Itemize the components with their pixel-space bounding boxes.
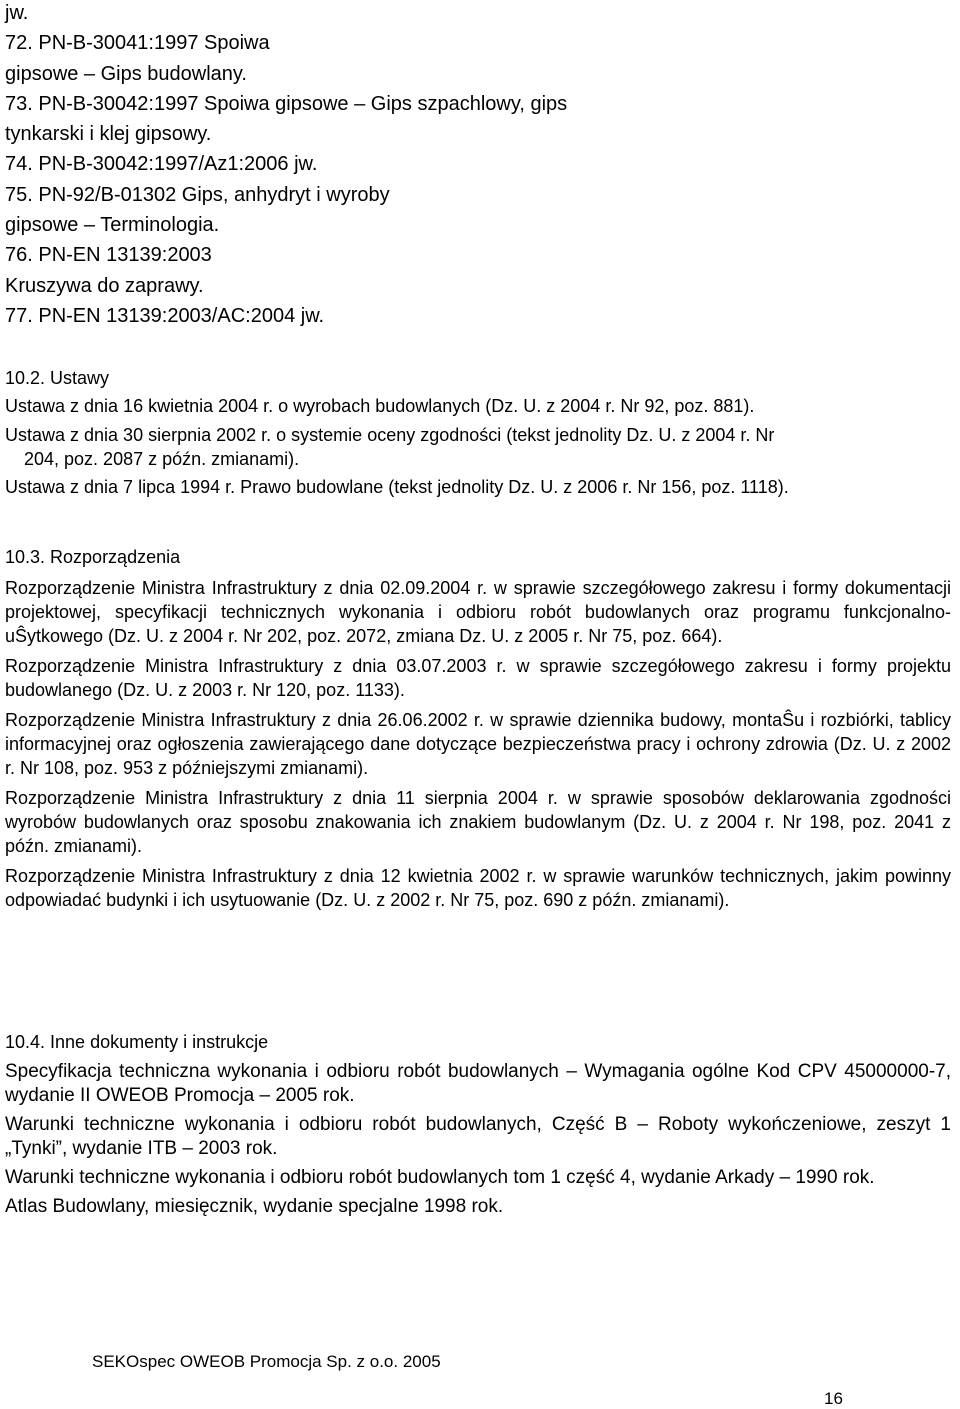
standards-line: jw. — [5, 2, 29, 24]
law-item — [5, 423, 789, 471]
section-heading: 10.3. Rozporządzenia — [5, 547, 181, 567]
regulation-item: Rozporządzenie Ministra Infrastruktury z dnia 02.09.2004 r. w sprawie szczegółowego zakresu i formy dokumentacji projektowej, specyfikacji technicznych wykonania i odbioru robót budowlanych oraz programu funkcjonalno-uŜytkowego (Dz. U. z 2004 r. Nr 202, poz. 2072, zmiana Dz. U. z 2005 r. Nr 75, poz. 664). — [5, 578, 951, 646]
section-heading: 10.2. Ustawy — [5, 368, 110, 388]
document-item: Specyfikacja techniczna wykonania i odbioru robót budowlanych – Wymagania ogólne Kod CPV 45000000-7, wydanie II OWEOB Promocja – 2005 rok. — [5, 1061, 951, 1106]
law-item: Ustawa z dnia 16 kwietnia 2004 r. o wyrobach budowlanych (Dz. U. z 2004 r. Nr 92, poz. 881). — [5, 396, 755, 416]
standards-line: tynkarski i klej gipsowy. — [5, 123, 212, 146]
standards-line: gipsowe – Gips budowlany. — [5, 62, 247, 85]
document-item: Warunki techniczne wykonania i odbioru robót budowlanych, Część B – Roboty wykończeniowe, zeszyt 1 „Tynki”, wydanie ITB – 2003 rok. — [5, 1114, 951, 1159]
page-number: 16 — [824, 1389, 843, 1408]
section-laws — [5, 366, 789, 499]
page-footer: SEKOspec OWEOB Promocja Sp. z o.o. 2005 — [92, 1352, 441, 1371]
section-other-documents — [5, 1030, 951, 1219]
law-item: Ustawa z dnia 7 lipca 1994 r. Prawo budowlane (tekst jednolity Dz. U. z 2006 r. Nr 156, poz. 1118). — [5, 477, 789, 497]
regulation-item: Rozporządzenie Ministra Infrastruktury z dnia 12 kwietnia 2002 r. w sprawie warunków technicznych, jakim powinny odpowiadać budynki i ich usytuowanie (Dz. U. z 2002 r. Nr 75, poz. 690 z późn. zmianami). — [5, 866, 951, 910]
regulation-item: Rozporządzenie Ministra Infrastruktury z dnia 11 sierpnia 2004 r. w sprawie sposobów deklarowania zgodności wyrobów budowlanych oraz sposobu znakowania ich znakiem budowlanym (Dz. U. z 2004 r. Nr 198, poz. 2041 z późn. zmianami). — [5, 788, 951, 856]
document-item: Warunki techniczne wykonania i odbioru robót budowlanych tom 1 część 4, wydanie Arkady – 1990 rok. — [5, 1167, 875, 1188]
document-item: Atlas Budowlany, miesięcznik, wydanie specjalne 1998 rok. — [5, 1196, 504, 1217]
standards-line: gipsowe – Terminologia. — [5, 214, 220, 237]
standards-line: 76. PN-EN 13139:2003 — [5, 244, 212, 267]
regulation-item: Rozporządzenie Ministra Infrastruktury z dnia 26.06.2002 r. w sprawie dziennika budowy, montaŜu i rozbiórki, tablicy informacyjnej oraz ogłoszenia zawierającego dane dotyczące bezpieczeństwa pracy i ochrony zdrowia (Dz. U. z 2002 r. Nr 108, poz. 953 z późniejszymi zmianami). — [5, 710, 951, 778]
law-text: Ustawa z dnia 30 sierpnia 2002 r. o systemie oceny zgodności (tekst jednolity Dz. U. z 2004 r. Nr — [5, 425, 775, 445]
standards-line: 73. PN-B-30042:1997 Spoiwa gipsowe – Gips szpachlowy, gips — [5, 92, 568, 115]
standards-line: Kruszywa do zaprawy. — [5, 274, 204, 297]
law-text: 204, poz. 2087 z późn. zmianami). — [24, 449, 300, 469]
standards-line: 74. PN-B-30042:1997/Az1:2006 jw. — [5, 153, 318, 176]
standards-line: 77. PN-EN 13139:2003/AC:2004 jw. — [5, 304, 325, 327]
standards-line: 72. PN-B-30041:1997 Spoiwa — [5, 32, 270, 55]
section-regulations — [5, 545, 951, 912]
section-heading: 10.4. Inne dokumenty i instrukcje — [5, 1032, 269, 1052]
standards-line: 75. PN-92/B-01302 Gips, anhydryt i wyroby — [5, 183, 390, 206]
regulation-item: Rozporządzenie Ministra Infrastruktury z dnia 03.07.2003 r. w sprawie szczegółowego zakresu i formy projektu budowlanego (Dz. U. z 2003 r. Nr 120, poz. 1133). — [5, 656, 951, 700]
standards-list — [5, 0, 568, 331]
